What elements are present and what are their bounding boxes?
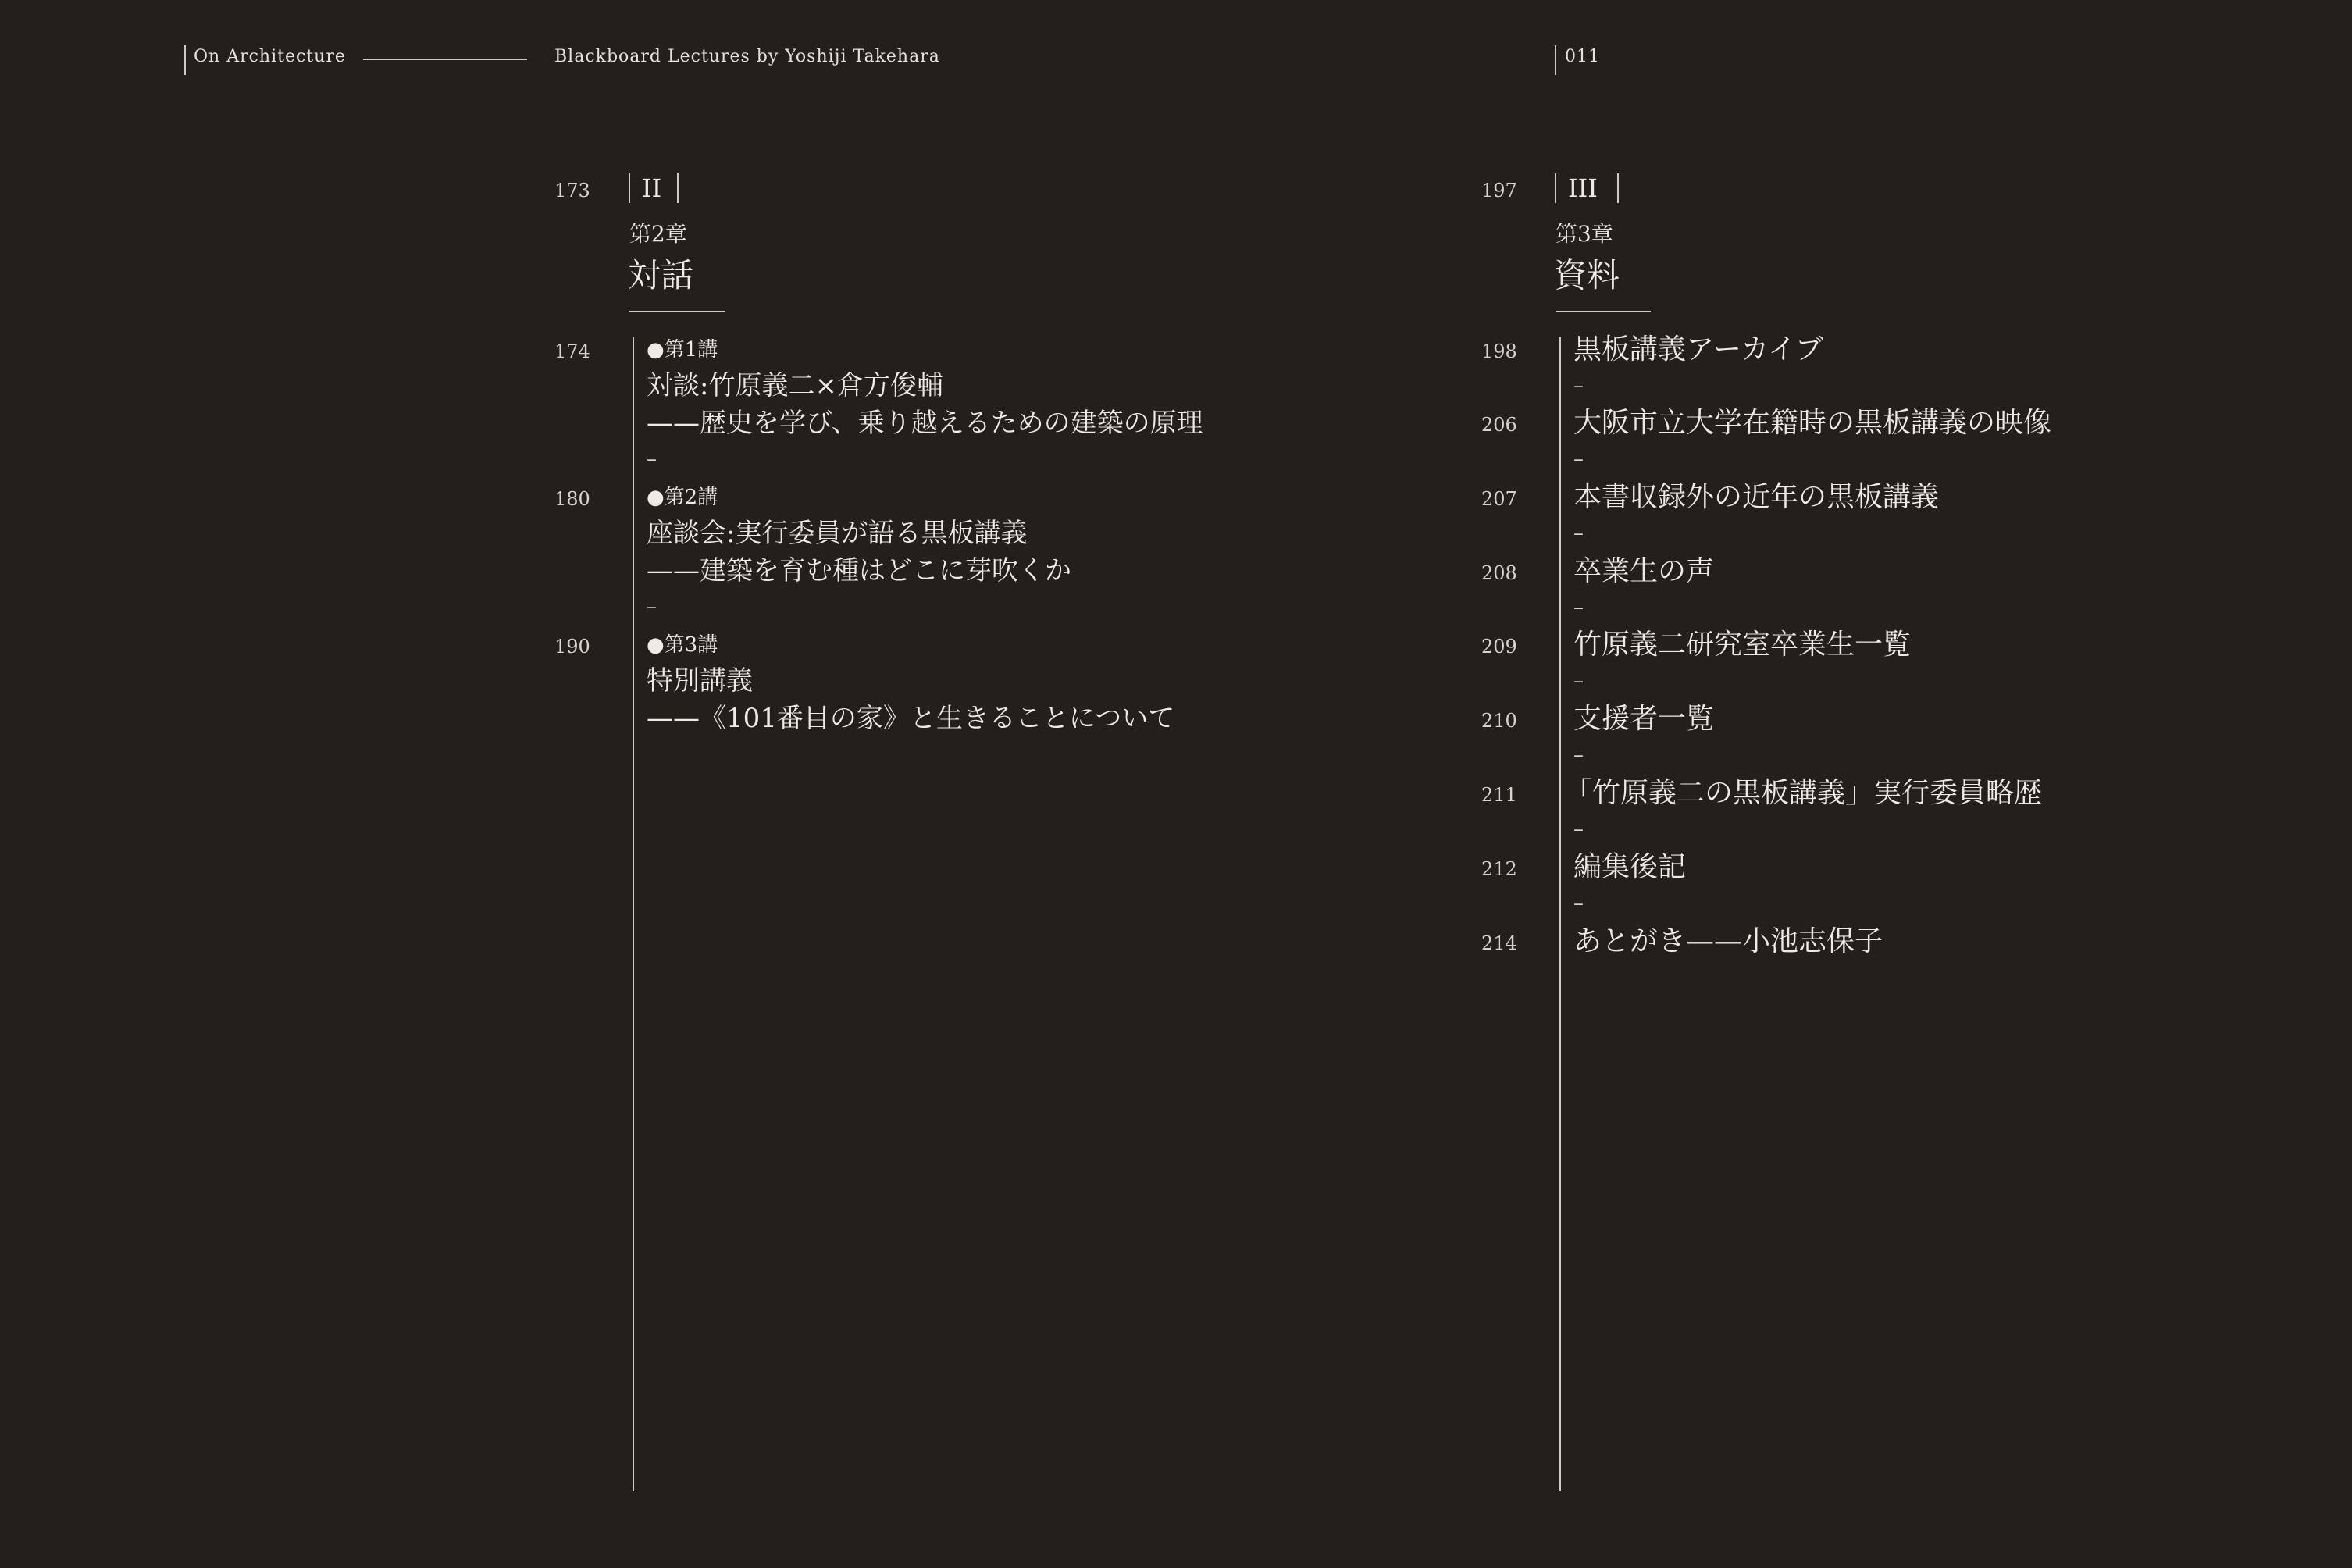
series-title: On Architecture: [194, 47, 346, 66]
entry-separator: –: [1573, 447, 1584, 471]
toc-page-number: 198: [1481, 340, 1517, 362]
entry-title: あとがき——小池志保子: [1573, 925, 1883, 957]
toc-entry-lecture-3[interactable]: [647, 628, 1174, 737]
toc-entry[interactable]: [1573, 626, 1911, 698]
toc-page-number: 210: [1481, 710, 1517, 732]
toc-entry[interactable]: [1573, 923, 1883, 960]
entry-separator: –: [1573, 374, 1584, 397]
entry-separator: –: [647, 447, 657, 471]
roman-bracket-left: [629, 173, 630, 203]
entry-title: 編集後記: [1573, 851, 1687, 883]
toc-entry[interactable]: [1573, 404, 2051, 476]
toc-page-number: 174: [554, 340, 590, 362]
roman-bracket-right: [677, 173, 679, 203]
entry-separator: –: [1573, 669, 1584, 693]
toc-page-number: 190: [554, 636, 590, 657]
header-dash-rule: [363, 59, 527, 60]
toc-entry[interactable]: [1573, 331, 1823, 403]
entry-title: 対談:竹原義二×倉方俊輔: [647, 370, 943, 401]
entry-title: 大阪市立大学在籍時の黒板講義の映像: [1573, 407, 2052, 439]
toc-page-number: 212: [1481, 858, 1517, 880]
lecture-number: ●第1講: [647, 338, 718, 362]
entry-separator: –: [1573, 892, 1584, 915]
toc-entry-lecture-2[interactable]: [647, 480, 1071, 624]
entry-title: 特別講義: [647, 665, 753, 697]
entry-title: 黒板講義アーカイブ: [1573, 333, 1824, 365]
toc-entry-lecture-1[interactable]: [647, 333, 1203, 476]
toc-entry[interactable]: [1573, 479, 1939, 551]
chapter-3-title: 資料: [1554, 256, 1620, 294]
toc-entry[interactable]: [1573, 849, 1686, 921]
entry-title: 竹原義二研究室卒業生一覧: [1573, 629, 1912, 661]
entry-title: 座談会:実行委員が語る黒板講義: [647, 518, 1028, 549]
chapter-2-page-number: 173: [554, 180, 590, 201]
folio: 011: [1565, 47, 1600, 66]
header-rule-left: [184, 45, 186, 75]
chapter-2-label: 第2章: [629, 221, 687, 247]
chapter-3-toc-rule: [1559, 337, 1561, 1491]
book-title: Blackboard Lectures by Yoshiji Takehara: [554, 47, 940, 66]
toc-entry[interactable]: [1573, 553, 1714, 625]
chapter-2-toc-rule: [633, 337, 634, 1491]
chapter-2-title-rule: [629, 311, 725, 312]
chapter-3-label: 第3章: [1556, 221, 1613, 247]
entry-title: 卒業生の声: [1573, 555, 1715, 587]
entry-subtitle: ——歴史を学び、乗り越えるための建築の原理: [647, 408, 1203, 439]
toc-entry[interactable]: [1564, 775, 2042, 846]
chapter-3-title-rule: [1556, 311, 1651, 312]
chapter-2-roman: II: [642, 173, 662, 203]
chapter-3-page-number: 197: [1481, 180, 1517, 201]
entry-title: 「竹原義二の黒板講義」実行委員略歴: [1564, 777, 2043, 809]
chapter-2-title: 対話: [628, 256, 694, 294]
roman-bracket-left: [1555, 173, 1556, 203]
lecture-number: ●第3講: [647, 633, 718, 657]
toc-page-number: 211: [1481, 784, 1517, 806]
entry-separator: –: [1573, 596, 1584, 619]
roman-bracket-right: [1617, 173, 1619, 203]
toc-page-number: 208: [1481, 562, 1517, 584]
toc-page-number: 207: [1481, 488, 1517, 510]
entry-separator: –: [1573, 818, 1584, 841]
chapter-3-roman: III: [1568, 173, 1598, 203]
toc-page-number: 209: [1481, 636, 1517, 657]
entry-separator: –: [1573, 743, 1584, 767]
entry-separator: –: [1573, 522, 1584, 545]
toc-entry[interactable]: [1573, 700, 1714, 772]
lecture-number: ●第2講: [647, 486, 718, 509]
entry-title: 支援者一覧: [1573, 703, 1715, 735]
entry-subtitle: ——建築を育む種はどこに芽吹くか: [647, 555, 1071, 586]
entry-subtitle: ——《101番目の家》と生きることについて: [647, 703, 1175, 734]
entry-title: 本書収録外の近年の黒板講義: [1573, 481, 1940, 513]
toc-page-number: 214: [1481, 932, 1517, 954]
entry-separator: –: [647, 595, 657, 618]
toc-page-number: 180: [554, 488, 590, 510]
header-rule-right: [1555, 45, 1556, 75]
toc-page-number: 206: [1481, 414, 1517, 436]
